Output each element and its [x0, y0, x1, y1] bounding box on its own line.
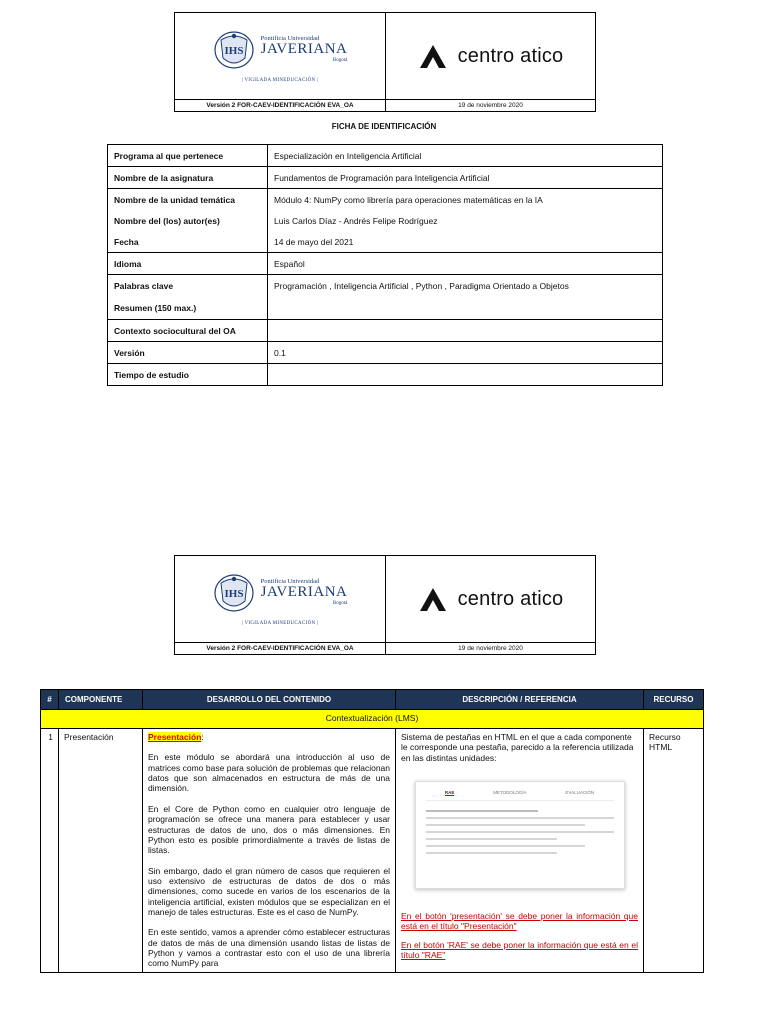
ficha-title: FICHA DE IDENTIFICACIÓN	[331, 122, 437, 131]
ficha-value: Programación , Inteligencia Artificial , Python , Paradigma Orientado a Objetos	[274, 281, 569, 291]
table-row	[41, 729, 704, 973]
column-header: DESARROLLO DEL CONTENIDO	[143, 690, 396, 710]
university-name: JAVERIANA	[260, 41, 348, 58]
ficha-value: Español	[274, 258, 305, 269]
centro-atico-logo	[386, 556, 595, 642]
presentation-heading: Presentación	[148, 732, 202, 742]
table-row	[108, 342, 663, 364]
ficha-label: Nombre de la unidad temática	[114, 194, 235, 205]
section-row	[41, 710, 704, 729]
version-code: Versión 2 FOR-CAEV-IDENTIFICACIÓN EVA_OA	[175, 100, 386, 111]
resource: Recurso HTML	[644, 729, 704, 973]
motto: | VIGILADA MINEDUCACIÓN |	[241, 620, 319, 626]
content-table	[40, 689, 704, 973]
ficha-label: Resumen (150 max.)	[114, 303, 197, 313]
thumb-tab: RAE	[444, 790, 455, 796]
ficha-table	[107, 144, 663, 386]
header-date: 19 de noviembre 2020	[458, 102, 523, 109]
ficha-label: Tiempo de estudio	[114, 369, 189, 380]
description-reference	[396, 729, 644, 973]
ficha-label: Contexto sociocultural del OA	[114, 325, 236, 336]
component-name: Presentación	[59, 729, 143, 973]
crest-icon	[213, 573, 255, 613]
heading-colon: :	[201, 732, 204, 742]
column-header: DESCRIPCIÓN / REFERENCIA	[396, 690, 644, 710]
section-label: Contextualización (LMS)	[41, 710, 704, 729]
university-city: Bogotá	[332, 58, 348, 64]
ficha-value: Especialización en Inteligencia Artificial	[274, 150, 422, 161]
table-row	[108, 189, 663, 253]
ficha-label: Nombre del (los) autor(es)	[114, 215, 220, 226]
ficha-value	[274, 364, 656, 385]
table-row	[108, 364, 663, 386]
motto: | VIGILADA MINEDUCACIÓN |	[241, 77, 319, 83]
document-header-1	[174, 12, 596, 112]
version-code: Versión 2 FOR-CAEV-IDENTIFICACIÓN EVA_OA	[175, 643, 386, 654]
row-number: 1	[41, 729, 59, 973]
atico-chevron-icon	[418, 586, 448, 612]
table-row	[108, 320, 663, 342]
content-development	[143, 729, 396, 973]
note-presentation: En el botón 'presentación' se debe poner la información que está en el título "Presentación"	[401, 911, 638, 932]
column-header: COMPONENTE	[59, 690, 143, 710]
table-header-row	[41, 690, 704, 710]
ficha-value: 14 de mayo del 2021	[274, 236, 354, 247]
atico-chevron-icon	[418, 43, 448, 69]
ficha-label: Fecha	[114, 236, 139, 247]
partner-name: centro atico	[457, 587, 564, 610]
ficha-value: Módulo 4: NumPy como librería para operaciones matemáticas en la IA	[274, 194, 543, 205]
ficha-value: Luis Carlos Díaz - Andrés Felipe Rodríguez	[274, 215, 438, 226]
ficha-label: Programa al que pertenece	[114, 150, 224, 161]
ficha-value	[274, 320, 656, 341]
thumb-tab: METODOLOGÍA	[493, 790, 527, 796]
document-header-2	[174, 555, 596, 655]
svg-text:IHS: IHS	[224, 44, 244, 57]
partner-name: centro atico	[457, 44, 564, 67]
column-header: RECURSO	[644, 690, 704, 710]
paragraph: Sin embargo, dado el gran número de casos que requieren el uso extensivo de estructuras de datos de dos o más dimensiones, como sucede en varios de los escenarios de la inteligencia artificial, existen módulos que se especializan en el manejo de tales estructuras. Este es el caso de NumPy.	[148, 865, 390, 918]
ficha-value: 0.1	[274, 347, 286, 358]
reference-screenshot	[415, 781, 625, 889]
ficha-label: Idioma	[114, 258, 142, 269]
header-date: 19 de noviembre 2020	[458, 645, 523, 652]
table-row	[108, 145, 663, 167]
ficha-value	[274, 297, 656, 319]
note-rae: En el botón 'RAE' se debe poner la información que está en el título "RAE"	[401, 939, 638, 961]
paragraph: En este sentido, vamos a aprender cómo establecer estructuras de datos de más de una dimensión usando listas de listas de Python y vamos a contrastar esto con el uso de una librería como NumPy para	[148, 927, 390, 969]
javeriana-logo	[175, 556, 386, 642]
description-text: Sistema de pestañas en HTML en el que a cada componente le corresponde una pestaña, parecido a la referencia utilizada en las distintas unidades:	[401, 732, 634, 763]
university-name: JAVERIANA	[260, 584, 348, 601]
centro-atico-logo	[386, 13, 595, 99]
table-row	[108, 167, 663, 189]
thumb-tab: EVALUACIÓN	[565, 790, 595, 796]
ficha-label: Nombre de la asignatura	[114, 172, 214, 183]
university-small: Pontificia Universidad	[260, 577, 320, 585]
column-header: #	[41, 690, 59, 710]
javeriana-logo	[175, 13, 386, 99]
ficha-label: Palabras clave	[114, 281, 174, 291]
paragraph: En este módulo se abordará una introducción al uso de matrices como base para solución de problemas que relacionan datos que son almacenados en estructura de más de una dimensión.	[148, 752, 390, 794]
ficha-value: Fundamentos de Programación para Inteligencia Artificial	[274, 172, 490, 183]
university-small: Pontificia Universidad	[260, 34, 320, 42]
table-row	[108, 253, 663, 275]
paragraph: En el Core de Python como en cualquier otro lenguaje de programación se ofrece una manera para establecer y usar estructuras de datos de uno, dos o más dimensiones. En Python esto es posible primordialmente a través de listas de listas.	[148, 803, 390, 856]
table-row	[108, 275, 663, 320]
ficha-label: Versión	[114, 347, 145, 358]
svg-text:IHS: IHS	[224, 587, 244, 600]
university-city: Bogotá	[332, 601, 348, 607]
crest-icon	[213, 30, 255, 70]
